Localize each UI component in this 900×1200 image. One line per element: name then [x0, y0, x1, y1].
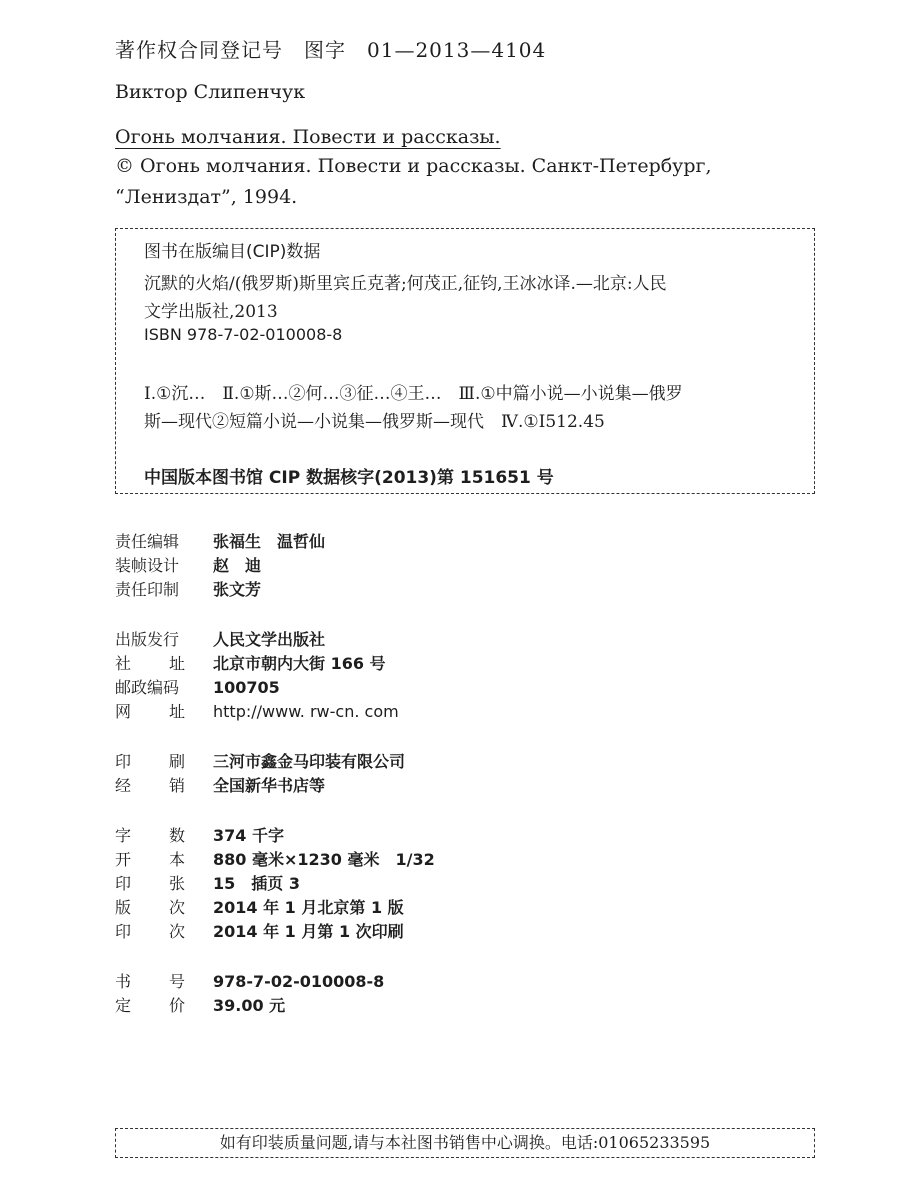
info-label: 书 号 [115, 972, 185, 991]
original-author: Виктор Слипенчук [115, 81, 306, 103]
original-title: Огонь молчания. Повести и рассказы. [115, 126, 501, 148]
info-value: 北京市朝内大街 166 号 [213, 654, 386, 673]
info-row [115, 774, 435, 798]
info-value: 2014 年 1 月第 1 次印刷 [213, 922, 404, 941]
info-row [115, 700, 435, 724]
registration-number: 著作权合同登记号 图字 01—2013—4104 [115, 38, 547, 62]
info-label: 版 次 [115, 898, 185, 917]
info-row [115, 530, 435, 554]
printing-group [115, 750, 435, 798]
staff-group [115, 530, 435, 602]
quality-notice: 如有印装质量问题,请与本社图书销售中心调换。电话:01065233595 [115, 1128, 815, 1158]
info-label: 字 数 [115, 826, 185, 845]
info-label: 开 本 [115, 850, 185, 869]
info-label: 装帧设计 [115, 556, 180, 575]
info-row [115, 994, 435, 1018]
info-value: 全国新华书店等 [213, 776, 326, 795]
info-label: 责任印制 [115, 580, 180, 599]
cip-data-box [115, 228, 815, 494]
info-label: 定 价 [115, 996, 185, 1015]
cip-description-line-1: 沉默的火焰/(俄罗斯)斯里宾丘克著;何茂正,征钧,王冰冰译.—北京:人民 [144, 274, 667, 294]
info-label: 责任编辑 [115, 532, 180, 551]
info-row [115, 750, 435, 774]
publisher-group [115, 628, 435, 724]
info-label: 网 址 [115, 702, 185, 721]
info-value: 15 插页 3 [213, 874, 300, 893]
info-value: 人民文学出版社 [213, 630, 326, 649]
imprint-info [115, 530, 435, 1018]
info-value: 2014 年 1 月北京第 1 版 [213, 898, 404, 917]
copyright-line-1: © Огонь молчания. Повести и рассказы. Санкт-Петербург, [115, 155, 712, 177]
info-value: 三河市鑫金马印装有限公司 [213, 752, 406, 771]
info-value: 100705 [213, 678, 280, 697]
info-row [115, 676, 435, 700]
info-label: 印 次 [115, 922, 185, 941]
info-row [115, 824, 435, 848]
specs-group [115, 824, 435, 944]
info-row [115, 848, 435, 872]
info-value: 978-7-02-010008-8 [213, 972, 385, 991]
info-value: 张福生 温哲仙 [213, 532, 326, 551]
info-label: 经 销 [115, 776, 185, 795]
info-row [115, 652, 435, 676]
info-label: 社 址 [115, 654, 185, 673]
info-row [115, 628, 435, 652]
info-row [115, 578, 435, 602]
info-value: 880 毫米×1230 毫米 1/32 [213, 850, 435, 869]
info-value: 39.00 元 [213, 996, 286, 1015]
info-label: 出版发行 [115, 630, 180, 649]
info-value: http://www. rw-cn. com [213, 702, 399, 721]
info-label: 印 刷 [115, 752, 185, 771]
info-label: 邮政编码 [115, 678, 180, 697]
info-value: 张文芳 [213, 580, 262, 599]
info-value: 赵 迪 [213, 556, 262, 575]
copyright-line-2: “Лениздат”, 1994. [115, 186, 298, 208]
cip-classification-line-2: 斯—现代②短篇小说—小说集—俄罗斯—现代 Ⅳ.①I512.45 [144, 412, 605, 432]
cip-isbn: ISBN 978-7-02-010008-8 [144, 325, 343, 344]
pricing-group [115, 970, 435, 1018]
info-row [115, 872, 435, 896]
cip-description-line-2: 文学出版社,2013 [144, 302, 278, 322]
info-label: 印 张 [115, 874, 185, 893]
cip-classification-line-1: Ⅰ.①沉… Ⅱ.①斯…②何…③征…④王… Ⅲ.①中篇小说—小说集—俄罗 [144, 384, 683, 404]
info-row [115, 920, 435, 944]
cip-approval-number: 中国版本图书馆 CIP 数据核字(2013)第 151651 号 [144, 468, 554, 488]
info-row [115, 554, 435, 578]
cip-title: 图书在版编目(CIP)数据 [144, 242, 321, 262]
info-value: 374 千字 [213, 826, 284, 845]
info-row [115, 896, 435, 920]
info-row [115, 970, 435, 994]
